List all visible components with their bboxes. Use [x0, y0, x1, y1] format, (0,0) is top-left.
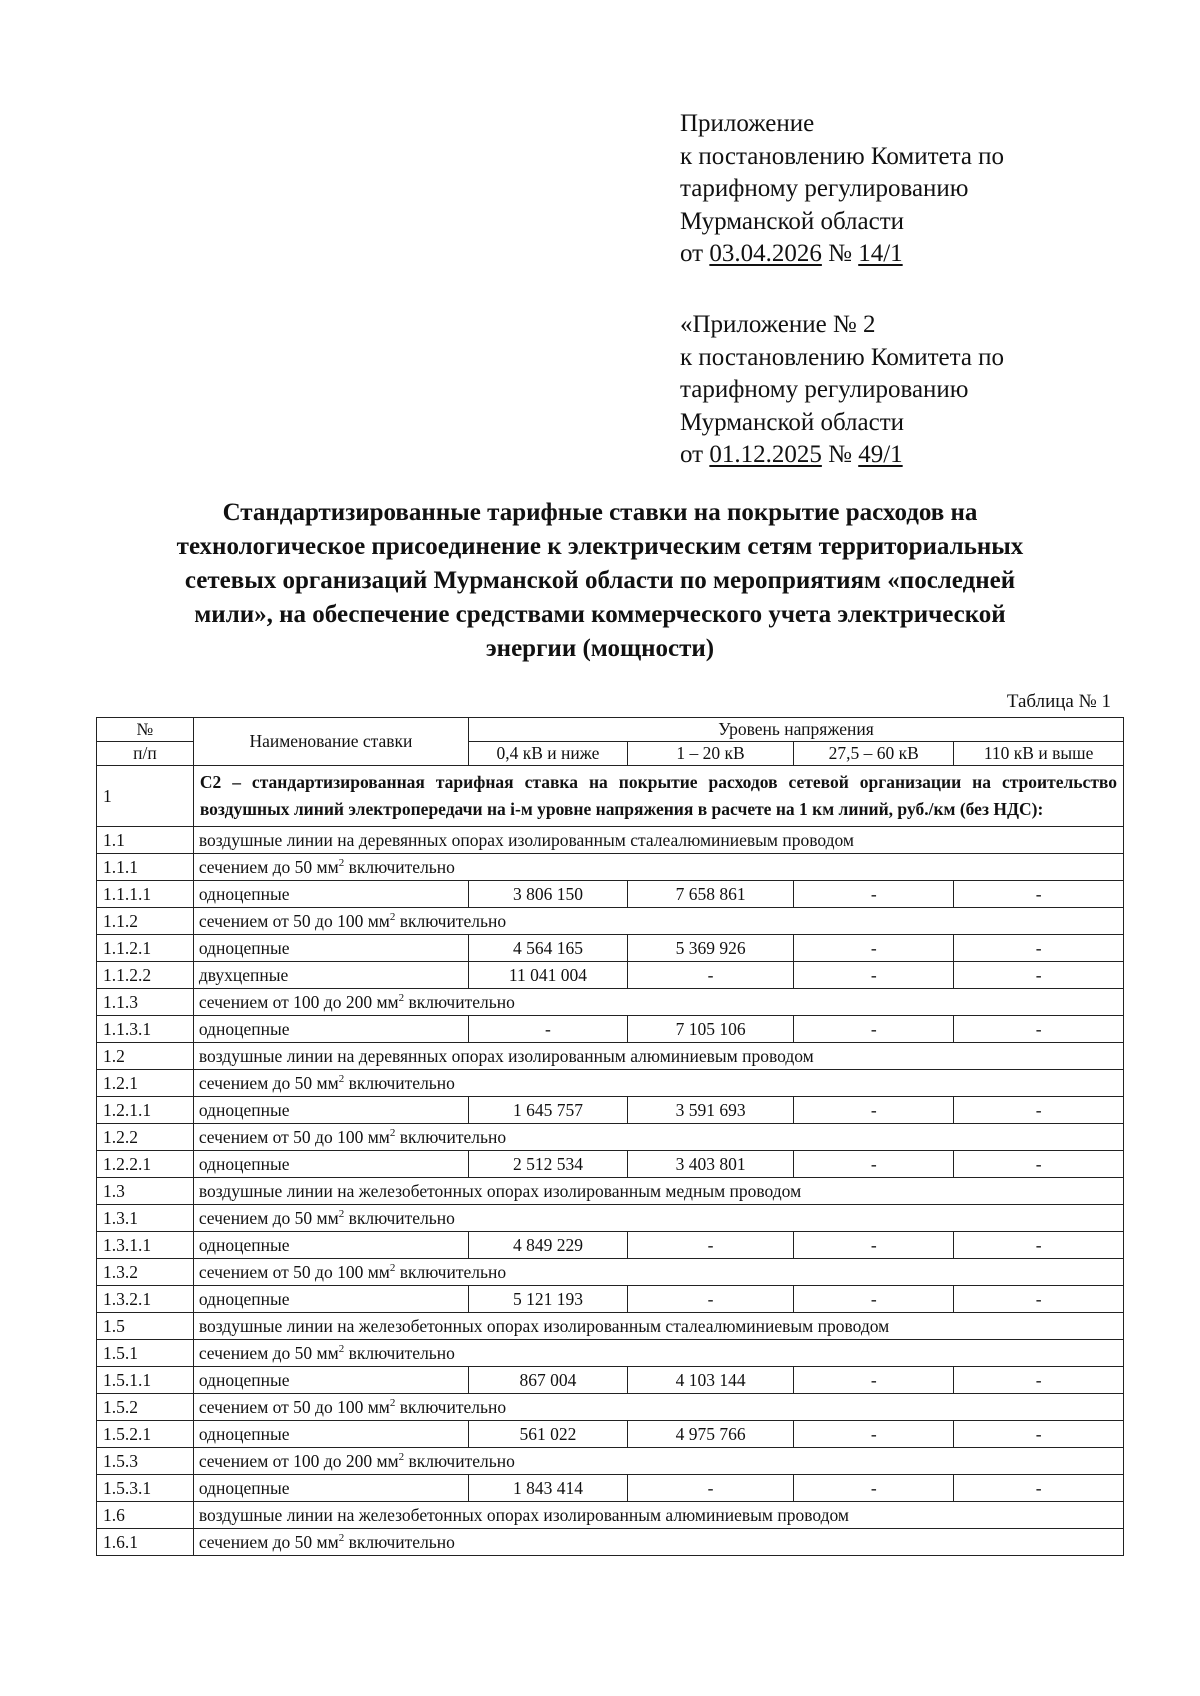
row-name-text: сечением от 50 до 100 мм — [198, 1262, 390, 1282]
table-row — [97, 1394, 1124, 1421]
row-group-name — [193, 854, 1123, 881]
rate-value: 2 512 534 — [469, 1151, 628, 1178]
table-row — [97, 1232, 1124, 1259]
table-caption: Таблица № 1 — [1006, 691, 1111, 712]
row-number: 1.1.2.2 — [97, 962, 194, 989]
row-number: 1.1.1.1 — [97, 881, 194, 908]
row-group-name — [193, 1205, 1123, 1232]
header-level: 1 – 20 кВ — [627, 742, 793, 766]
table-row — [97, 1259, 1124, 1286]
row-name-text: сечением от 50 до 100 мм — [198, 1397, 390, 1417]
row-number: 1.2 — [97, 1043, 194, 1070]
rate-value: 867 004 — [469, 1367, 628, 1394]
table-row — [97, 1448, 1124, 1475]
table-row — [97, 766, 1124, 827]
title-line: Стандартизированные тарифные ставки на покрытие расходов на — [222, 499, 978, 526]
rate-value: - — [954, 1232, 1124, 1259]
row-number: 1.1.2 — [97, 908, 194, 935]
rate-value: - — [954, 1286, 1124, 1313]
rate-value: - — [954, 1367, 1124, 1394]
row-number: 1.5.1.1 — [97, 1367, 194, 1394]
header-level: 110 кВ и выше — [954, 742, 1124, 766]
approval-date: 03.04.2026 — [709, 240, 822, 267]
header-level: 27,5 – 60 кВ — [794, 742, 954, 766]
row-name: одноцепные — [193, 1286, 468, 1313]
number-prefix: № — [828, 441, 852, 468]
table-body — [97, 766, 1124, 1556]
row-name-tail: включительно — [404, 992, 515, 1012]
rate-value: - — [794, 935, 954, 962]
unit-exponent: 2 — [338, 1073, 345, 1086]
table-row — [97, 854, 1124, 881]
row-name-text: сечением до 50 мм — [198, 857, 339, 877]
approval-line: Мурманской области — [680, 207, 905, 235]
row-name-tail: включительно — [404, 1451, 515, 1471]
row-number: 1.5.2 — [97, 1394, 194, 1421]
row-number: 1.3.2.1 — [97, 1286, 194, 1313]
approval-block-2 — [680, 309, 1004, 472]
rate-value: 3 591 693 — [627, 1097, 793, 1124]
rate-value: - — [469, 1016, 628, 1043]
unit-exponent: 2 — [398, 992, 405, 1005]
row-group-name — [193, 908, 1123, 935]
table-row — [97, 908, 1124, 935]
approval-line: к постановлению Комитета по — [680, 343, 1005, 371]
row-name-text: сечением до 50 мм — [198, 1532, 339, 1552]
rate-value: - — [794, 1016, 954, 1043]
row-name-text: сечением до 50 мм — [198, 1208, 339, 1228]
table-row — [97, 1016, 1124, 1043]
row-group-name — [193, 1340, 1123, 1367]
table-row — [97, 1529, 1124, 1556]
row-name: одноцепные — [193, 1367, 468, 1394]
row-group-name — [193, 989, 1123, 1016]
table-row — [97, 1421, 1124, 1448]
document-title — [100, 496, 1100, 666]
rate-value: - — [794, 1097, 954, 1124]
rate-value: - — [627, 1232, 793, 1259]
approval-line: «Приложение № 2 — [680, 311, 876, 338]
number-prefix: № — [828, 240, 852, 267]
unit-exponent: 2 — [338, 857, 345, 870]
rate-value: 11 041 004 — [469, 962, 628, 989]
row-number: 1.3.2 — [97, 1259, 194, 1286]
row-name-tail: включительно — [395, 911, 507, 931]
table-row — [97, 1286, 1124, 1313]
approval-date-line — [680, 238, 1004, 271]
row-group-name: воздушные линии на железобетонных опорах изолированным алюминиевым проводом — [193, 1502, 1123, 1529]
table-row — [97, 1313, 1124, 1340]
table-row — [97, 1502, 1124, 1529]
header-number-sub: п/п — [97, 742, 194, 766]
header-level: 0,4 кВ и ниже — [469, 742, 628, 766]
row-group-name — [193, 1070, 1123, 1097]
table-row — [97, 962, 1124, 989]
approval-line: к постановлению Комитета по — [680, 142, 1005, 170]
row-name: одноцепные — [193, 1475, 468, 1502]
rate-value: - — [794, 1421, 954, 1448]
row-number: 1.5 — [97, 1313, 194, 1340]
approval-line: Мурманской области — [680, 408, 905, 436]
row-name-text: сечением до 50 мм — [198, 1073, 339, 1093]
table-row — [97, 1205, 1124, 1232]
rate-value: - — [627, 1475, 793, 1502]
unit-exponent: 2 — [338, 1532, 345, 1545]
row-group-name — [193, 1124, 1123, 1151]
title-line: мили», на обеспечение средствами коммерческого учета электрической — [194, 601, 1006, 628]
table-row — [97, 1043, 1124, 1070]
title-line: технологическое присоединение к электрическим сетям территориальных — [176, 533, 1024, 560]
rate-value: 4 975 766 — [627, 1421, 793, 1448]
row-number: 1.6.1 — [97, 1529, 194, 1556]
table-row — [97, 1475, 1124, 1502]
row-name-tail: включительно — [395, 1397, 507, 1417]
section-title: С2 – стандартизированная тарифная ставка на покрытие расходов сетевой организации на строительство воздушных линий электропередачи на i-м уровне напряжения в расчете на 1 км линий, руб./км (без НДС): — [193, 766, 1123, 827]
rate-value: - — [954, 962, 1124, 989]
table-row — [97, 1124, 1124, 1151]
row-group-name — [193, 1259, 1123, 1286]
table-row — [97, 827, 1124, 854]
approval-line: тарифному регулированию — [680, 376, 969, 403]
table-row — [97, 1070, 1124, 1097]
approval-date: 01.12.2025 — [709, 441, 822, 468]
rate-value: - — [954, 1016, 1124, 1043]
row-name-tail: включительно — [344, 1208, 455, 1228]
row-name: двухцепные — [193, 962, 468, 989]
rate-value: - — [954, 935, 1124, 962]
row-name-text: сечением до 50 мм — [198, 1343, 339, 1363]
rate-value: - — [954, 1151, 1124, 1178]
row-name-tail: включительно — [395, 1127, 507, 1147]
title-line: энергии (мощности) — [485, 635, 715, 662]
rate-value: - — [954, 1475, 1124, 1502]
rate-value: 5 369 926 — [627, 935, 793, 962]
rate-value: 4 103 144 — [627, 1367, 793, 1394]
unit-exponent: 2 — [398, 1451, 405, 1464]
row-name-tail: включительно — [344, 1073, 455, 1093]
row-group-name: воздушные линии на деревянных опорах изолированным алюминиевым проводом — [193, 1043, 1123, 1070]
table-row — [97, 1151, 1124, 1178]
row-number: 1.2.2 — [97, 1124, 194, 1151]
row-name-text: сечением от 100 до 200 мм — [198, 1451, 399, 1471]
unit-exponent: 2 — [389, 1397, 396, 1410]
rate-value: 1 843 414 — [469, 1475, 628, 1502]
table-row — [97, 1340, 1124, 1367]
approval-number: 49/1 — [858, 441, 903, 468]
approval-date-line — [680, 439, 1004, 472]
unit-exponent: 2 — [389, 1262, 396, 1275]
rate-value: - — [794, 1286, 954, 1313]
rate-value: - — [954, 1421, 1124, 1448]
rate-value: - — [954, 881, 1124, 908]
rate-value: - — [794, 881, 954, 908]
rate-value: - — [627, 1286, 793, 1313]
rate-value: - — [954, 1097, 1124, 1124]
row-number: 1.2.2.1 — [97, 1151, 194, 1178]
table-row — [97, 1178, 1124, 1205]
row-name: одноцепные — [193, 1151, 468, 1178]
tariff-table — [96, 717, 1124, 1556]
row-number: 1.2.1 — [97, 1070, 194, 1097]
row-name-text: сечением от 50 до 100 мм — [198, 1127, 390, 1147]
approval-line: Приложение — [680, 110, 815, 137]
rate-value: - — [794, 1367, 954, 1394]
row-name: одноцепные — [193, 1421, 468, 1448]
row-number: 1.1.3.1 — [97, 1016, 194, 1043]
row-name-text: сечением от 100 до 200 мм — [198, 992, 399, 1012]
row-group-name: воздушные линии на железобетонных опорах изолированным сталеалюминиевым проводом — [193, 1313, 1123, 1340]
unit-exponent: 2 — [389, 1127, 396, 1140]
row-group-name: воздушные линии на железобетонных опорах изолированным медным проводом — [193, 1178, 1123, 1205]
rate-value: 1 645 757 — [469, 1097, 628, 1124]
row-group-name: воздушные линии на деревянных опорах изолированным сталеалюминиевым проводом — [193, 827, 1123, 854]
row-name: одноцепные — [193, 1016, 468, 1043]
row-number: 1.5.3.1 — [97, 1475, 194, 1502]
row-group-name — [193, 1448, 1123, 1475]
row-number: 1.3.1 — [97, 1205, 194, 1232]
rate-value: - — [794, 1151, 954, 1178]
row-name-tail: включительно — [395, 1262, 507, 1282]
rate-value: 561 022 — [469, 1421, 628, 1448]
row-name-text: сечением от 50 до 100 мм — [198, 911, 390, 931]
row-number: 1.5.1 — [97, 1340, 194, 1367]
row-name: одноцепные — [193, 1232, 468, 1259]
rate-value: 5 121 193 — [469, 1286, 628, 1313]
rate-value: 7 105 106 — [627, 1016, 793, 1043]
rate-value: 4 564 165 — [469, 935, 628, 962]
row-name-tail: включительно — [344, 1343, 455, 1363]
row-number: 1.1.2.1 — [97, 935, 194, 962]
row-number: 1.5.3 — [97, 1448, 194, 1475]
row-number: 1.1 — [97, 827, 194, 854]
unit-exponent: 2 — [338, 1208, 345, 1221]
header-row — [97, 718, 1124, 742]
row-number: 1.3 — [97, 1178, 194, 1205]
header-number: № — [97, 718, 194, 742]
table-row — [97, 881, 1124, 908]
row-name: одноцепные — [193, 1097, 468, 1124]
date-prefix: от — [680, 240, 704, 267]
rate-value: - — [627, 962, 793, 989]
row-name-tail: включительно — [344, 857, 455, 877]
row-number: 1.1.1 — [97, 854, 194, 881]
row-name-tail: включительно — [344, 1532, 455, 1552]
unit-exponent: 2 — [389, 911, 396, 924]
header-name: Наименование ставки — [193, 718, 468, 766]
row-number: 1.5.2.1 — [97, 1421, 194, 1448]
row-number: 1.1.3 — [97, 989, 194, 1016]
row-number: 1 — [97, 766, 194, 827]
approval-line: тарифному регулированию — [680, 175, 969, 202]
rate-value: - — [794, 1232, 954, 1259]
row-group-name — [193, 1529, 1123, 1556]
table-row — [97, 989, 1124, 1016]
header-voltage-group: Уровень напряжения — [469, 718, 1124, 742]
row-number: 1.2.1.1 — [97, 1097, 194, 1124]
row-name: одноцепные — [193, 935, 468, 962]
rate-value: 7 658 861 — [627, 881, 793, 908]
approval-block-1 — [680, 108, 1004, 271]
date-prefix: от — [680, 441, 704, 468]
row-group-name — [193, 1394, 1123, 1421]
rate-value: - — [794, 1475, 954, 1502]
rate-value: 3 806 150 — [469, 881, 628, 908]
table-row — [97, 935, 1124, 962]
rate-value: - — [794, 962, 954, 989]
rate-value: 3 403 801 — [627, 1151, 793, 1178]
table-row — [97, 1097, 1124, 1124]
row-number: 1.6 — [97, 1502, 194, 1529]
table-row — [97, 1367, 1124, 1394]
approval-number: 14/1 — [858, 240, 903, 267]
rate-value: 4 849 229 — [469, 1232, 628, 1259]
title-line: сетевых организаций Мурманской области по мероприятиям «последней — [184, 567, 1016, 594]
unit-exponent: 2 — [338, 1343, 345, 1356]
row-number: 1.3.1.1 — [97, 1232, 194, 1259]
row-name: одноцепные — [193, 881, 468, 908]
